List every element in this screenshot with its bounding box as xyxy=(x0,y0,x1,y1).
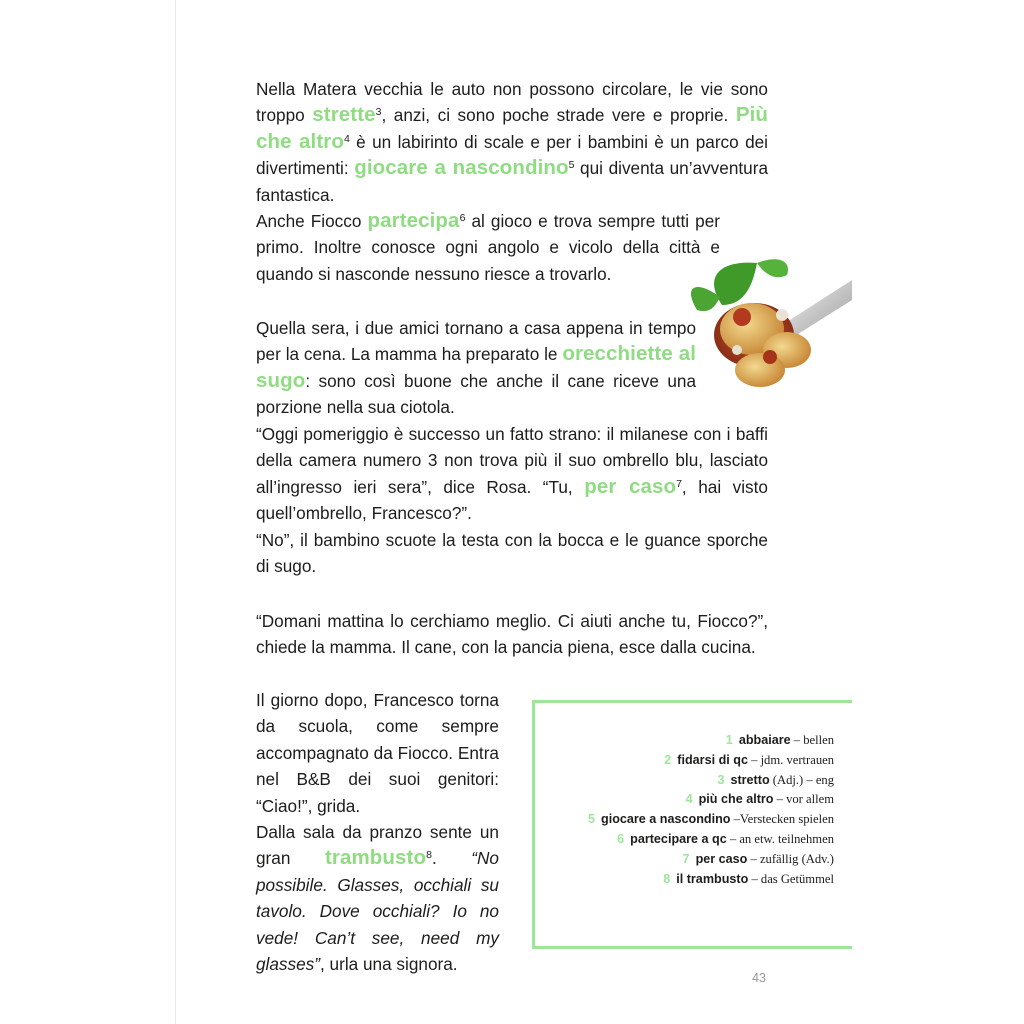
glossary-separator: – xyxy=(790,733,804,747)
story-block-4 xyxy=(256,608,768,661)
text: “Domani mattina lo cerchiamo meglio. Ci aiuti anche tu, Fiocco?”, chiede la mamma. Il cane, con la pancia piena, esce dalla cucina. xyxy=(256,611,768,658)
page-gutter-line xyxy=(175,0,176,1024)
footnote-ref: 4 xyxy=(343,132,350,145)
vocab-word: trambusto xyxy=(324,846,427,870)
glossary-separator: – xyxy=(747,752,761,767)
glossary-number: 8 xyxy=(663,871,671,886)
footnote-ref: 8 xyxy=(426,849,432,862)
glossary-entry xyxy=(535,751,834,771)
glossary-entry xyxy=(535,850,834,870)
glossary-number: 1 xyxy=(725,733,733,747)
glossary-number: 4 xyxy=(685,792,693,807)
glossary-number: 6 xyxy=(617,831,625,846)
text: Quella sera, i due amici tornano a casa appena in tempo per la cena. La mamma ha preparato le xyxy=(256,318,696,365)
glossary-term: partecipare a qc xyxy=(630,831,727,846)
vocab-word: Più che altro xyxy=(256,103,769,153)
footnote-ref: 7 xyxy=(676,477,682,490)
glossary-separator: – xyxy=(773,792,787,807)
story-block-5 xyxy=(256,687,499,977)
glossary-term: giocare a nascondino xyxy=(601,812,731,827)
story-block-2 xyxy=(256,315,696,421)
glossary-term: fidarsi di qc xyxy=(677,752,748,767)
text: , hai visto quell’ombrello, Francesco?”. xyxy=(256,476,768,524)
glossary-term: il trambusto xyxy=(676,871,749,886)
vocab-word: per caso xyxy=(584,474,677,498)
page-number: 43 xyxy=(752,971,766,985)
orecchiette-fork-image xyxy=(682,255,852,405)
text: Anche Fiocco xyxy=(256,211,368,232)
glossary-term: abbaiare xyxy=(738,733,791,747)
paragraph xyxy=(256,687,499,819)
story-block-3 xyxy=(256,421,768,579)
glossary-term: più che altro xyxy=(698,792,774,807)
glossary-entry xyxy=(535,771,834,791)
glossary-term: per caso xyxy=(695,851,748,866)
quoted-speech: “No possibile. Glasses, occhiali su tavolo. Dove occhiali? Io no vede! Can’t see, need my glasses” xyxy=(256,848,499,975)
footnote-ref: 6 xyxy=(459,212,466,225)
glossary-separator: – xyxy=(748,871,761,886)
paragraph xyxy=(256,527,768,580)
paragraph xyxy=(256,76,768,208)
text: , anzi, ci sono poche strade vere e proprie. xyxy=(381,105,736,126)
glossary-separator: – xyxy=(730,812,740,827)
text: “Oggi pomeriggio è successo un fatto strano: il milanese con i baffi della camera numero 3 non trova più il suo ombrello blu, lasciato all’ingresso ieri sera”, dice Rosa. “Tu, xyxy=(256,424,768,497)
paragraph xyxy=(256,208,720,287)
glossary-number: 2 xyxy=(664,752,672,767)
glossary-term: stretto xyxy=(730,772,770,787)
glossary-separator: – xyxy=(747,851,760,866)
glossary-entry xyxy=(535,830,834,850)
text: Dalla sala da pranzo sente un gran xyxy=(256,822,499,869)
text: è un labirinto di scale e per i bambini è un parco dei divertimenti: xyxy=(256,131,769,179)
glossary-entry xyxy=(535,870,834,890)
glossary-entry xyxy=(535,810,834,830)
footnote-ref: 3 xyxy=(375,106,382,119)
glossary-separator: – xyxy=(726,831,740,846)
text: “No”, il bambino scuote la testa con la bocca e le guance sporche di sugo. xyxy=(256,529,768,577)
glossary-translation: vor allem xyxy=(786,792,834,807)
glossary-translation: an etw. teilnehmen xyxy=(739,831,834,846)
glossary-translation: das Getümmel xyxy=(760,871,834,886)
text: : sono così buone che anche il cane riceve una porzione nella sua ciotola. xyxy=(256,370,696,418)
glossary-list xyxy=(535,703,852,889)
glossary-translation: Verstecken spielen xyxy=(739,812,834,827)
footnote-ref: 5 xyxy=(568,159,575,172)
paragraph xyxy=(256,608,768,661)
text: qui diventa un’avventura fantastica. xyxy=(256,158,769,205)
glossary-translation: bellen xyxy=(803,733,834,747)
glossary-box xyxy=(532,700,852,949)
paragraph xyxy=(256,819,499,977)
text: Il giorno dopo, Francesco torna da scuola, come sempre accompagnato da Fiocco. Entra nel B&B dei suoi genitori: “Ciao!”, grida. xyxy=(256,690,499,816)
text: Nella Matera vecchia le auto non possono circolare, le vie sono troppo xyxy=(256,79,768,126)
vocab-word: strette xyxy=(312,103,376,127)
vocab-word: orecchiette al sugo xyxy=(256,342,696,392)
glossary-number: 3 xyxy=(717,772,725,787)
glossary-number: 5 xyxy=(587,812,595,827)
vocab-word: giocare a nascondino xyxy=(354,156,569,180)
glossary-number: 7 xyxy=(682,851,690,866)
glossary-translation: eng xyxy=(815,772,834,787)
glossary-translation: zufällig (Adv.) xyxy=(759,851,834,866)
vocab-word: partecipa xyxy=(367,209,460,233)
glossary-entry xyxy=(535,731,834,751)
text: , urla una signora. xyxy=(320,954,458,975)
text: al gioco e trova sempre tutti per primo. Inoltre conosce ogni angolo e vicolo della città e quando si nasconde nessuno riesce a trovarlo. xyxy=(256,211,720,284)
paragraph xyxy=(256,421,768,527)
glossary-translation: jdm. vertrauen xyxy=(760,752,834,767)
paragraph xyxy=(256,315,696,421)
text: . xyxy=(431,848,472,869)
glossary-separator: (Adj.) – xyxy=(769,772,816,787)
glossary-entry xyxy=(535,790,834,810)
